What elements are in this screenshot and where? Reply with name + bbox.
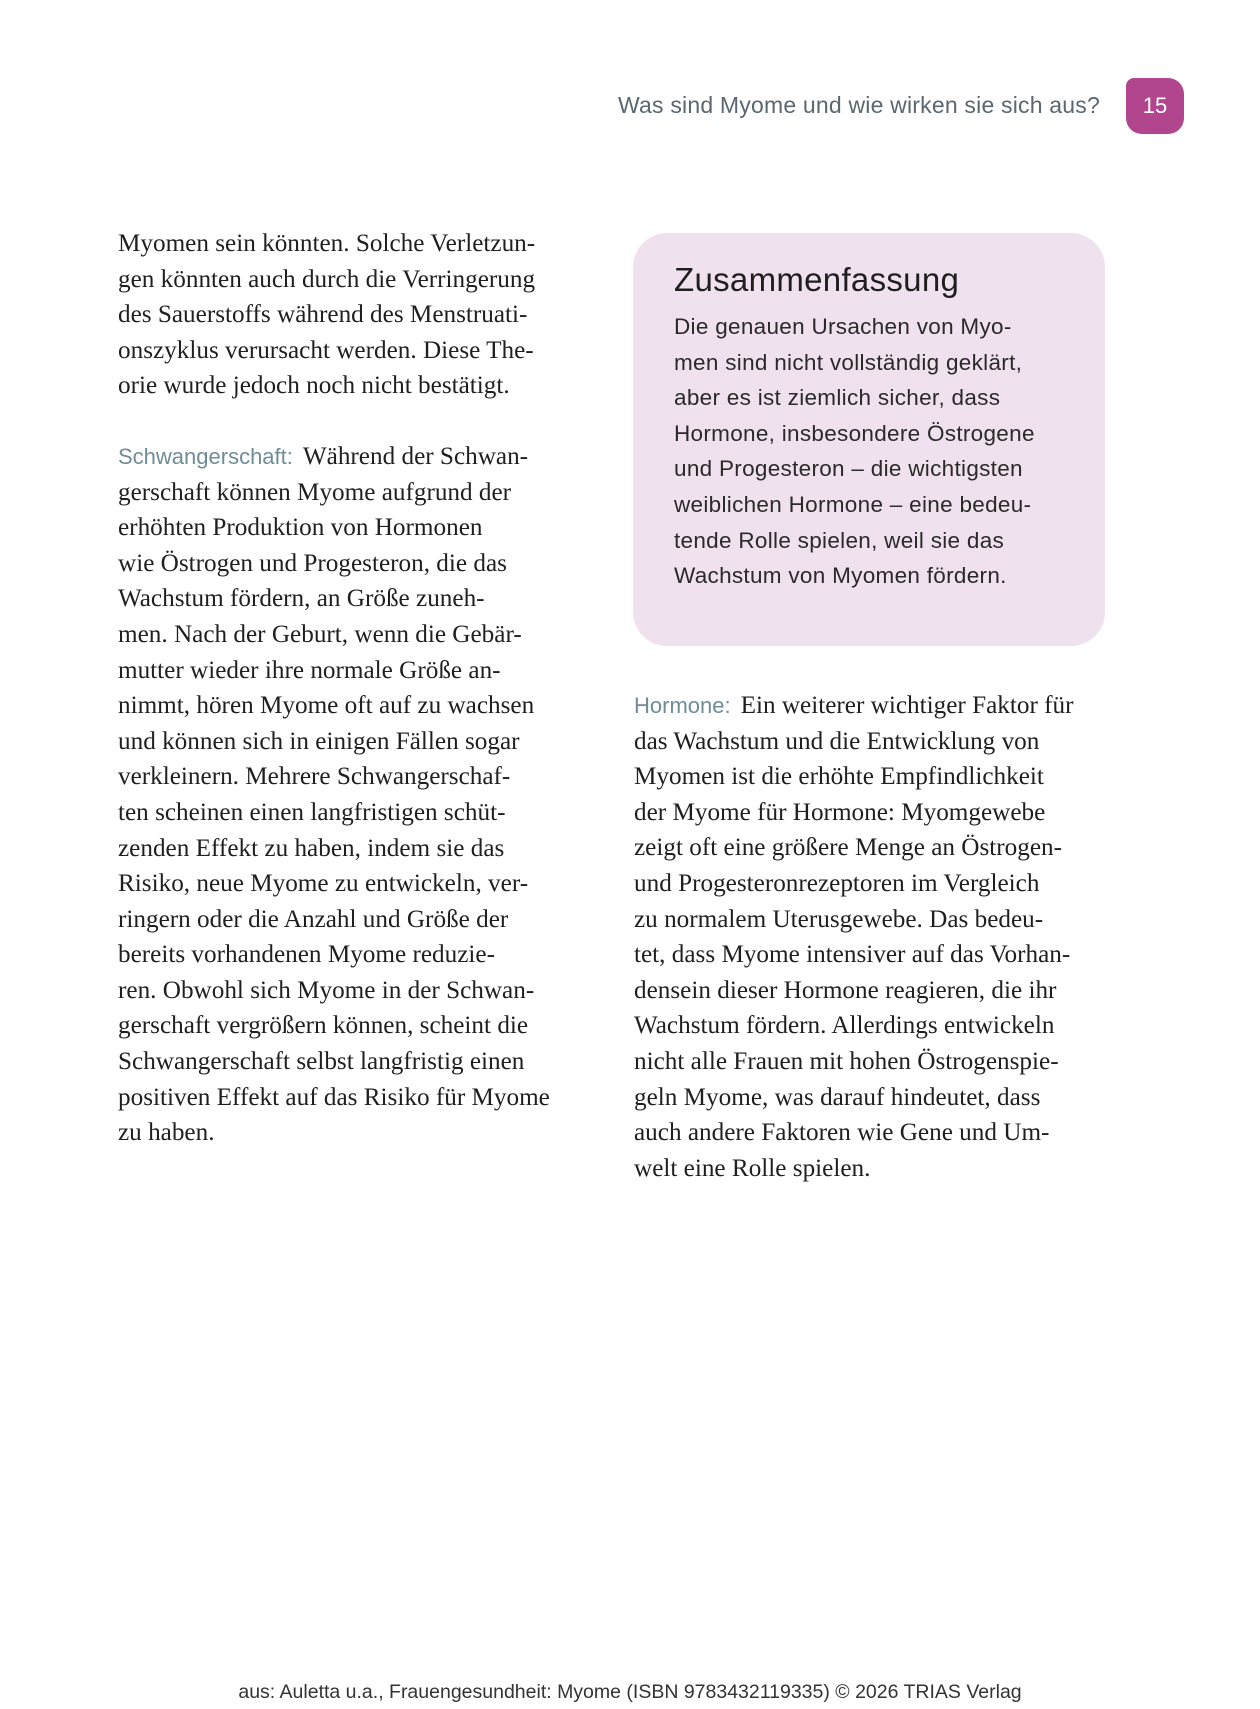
paragraph-spacer xyxy=(118,404,608,439)
text-line: men. Nach der Geburt, wenn die Gebär- xyxy=(118,620,522,648)
text-line: orie wurde jedoch noch nicht bestätigt. xyxy=(118,372,510,400)
summary-line: Hormone, insbesondere Östrogene xyxy=(674,420,1035,446)
text-line: onszyklus verursacht werden. Diese The- xyxy=(118,336,534,364)
text-line: das Wachstum und die Entwicklung von xyxy=(634,727,1040,755)
text-line: tet, dass Myome intensiver auf das Vorhan- xyxy=(634,941,1071,969)
text-span: Ein weiterer wichtiger Faktor für xyxy=(740,692,1074,719)
summary-line: men sind nicht vollständig geklärt, xyxy=(674,349,1023,375)
text-line: des Sauerstoffs während des Menstruati- xyxy=(118,301,528,329)
text-line: nimmt, hören Myome oft auf zu wachsen xyxy=(118,692,535,720)
text-line: ringern oder die Anzahl und Größe der xyxy=(118,905,509,933)
summary-box xyxy=(633,233,1105,646)
text-line: erhöhten Produktion von Hormonen xyxy=(118,514,483,542)
text-line: auch andere Faktoren wie Gene und Um- xyxy=(634,1119,1050,1147)
hormones-term: Hormone: xyxy=(634,693,731,718)
text-line: Wachstum fördern. Allerdings entwickeln xyxy=(634,1012,1055,1040)
summary-line: Wachstum von Myomen fördern. xyxy=(674,563,1007,589)
summary-line: und Progesteron – die wichtigsten xyxy=(674,456,1023,482)
pregnancy-paragraph xyxy=(118,439,608,1151)
text-line: Myomen ist die erhöhte Empfindlichkeit xyxy=(634,763,1044,791)
summary-line: Die genauen Ursachen von Myo- xyxy=(674,314,1012,339)
summary-text xyxy=(674,309,1085,594)
right-column xyxy=(634,688,1124,1186)
text-line: densein dieser Hormone reagieren, die ihr xyxy=(634,976,1057,1004)
text-line: positiven Effekt auf das Risiko für Myome xyxy=(118,1083,550,1111)
text-line: zu normalem Uterusgewebe. Das bedeu- xyxy=(634,905,1044,933)
chapter-title: Was sind Myome und wie wirken sie sich aus? xyxy=(618,92,1100,118)
summary-line: weiblichen Hormone – eine bedeu- xyxy=(674,491,1032,517)
text-line xyxy=(118,439,608,475)
hormones-paragraph xyxy=(634,688,1124,1186)
summary-title: Zusammenfassung xyxy=(674,261,960,298)
text-line: verkleinern. Mehrere Schwangerschaf- xyxy=(118,763,511,791)
text-line: zeigt oft eine größere Menge an Östrogen- xyxy=(634,834,1063,862)
footer-citation: aus: Auletta u.a., Frauengesundheit: Myome (ISBN 9783432119335) © 2026 TRIAS Verlag xyxy=(238,1681,1022,1703)
text-line: zu haben. xyxy=(118,1119,215,1147)
text-line: Wachstum fördern, an Größe zuneh- xyxy=(118,585,485,613)
text-line: gerschaft können Myome aufgrund der xyxy=(118,478,512,506)
text-line: und Progesteronrezeptoren im Vergleich xyxy=(634,869,1040,897)
text-line: Risiko, neue Myome zu entwickeln, ver- xyxy=(118,870,529,898)
text-line: ten scheinen einen langfristigen schüt- xyxy=(118,798,506,826)
text-line: gerschaft vergrößern können, scheint die xyxy=(118,1012,529,1040)
text-line: gen könnten auch durch die Verringerung xyxy=(118,265,536,293)
summary-line: aber es ist ziemlich sicher, dass xyxy=(674,385,1001,411)
page-number-badge: 15 xyxy=(1126,78,1184,134)
text-span: Während der Schwan- xyxy=(302,442,529,470)
text-line: nicht alle Frauen mit hohen Östrogenspie- xyxy=(634,1047,1059,1075)
text-line: welt eine Rolle spielen. xyxy=(634,1154,871,1182)
text-line: Myomen sein könnten. Solche Verletzun- xyxy=(118,230,536,257)
text-line: mutter wieder ihre normale Größe an- xyxy=(118,656,501,684)
left-column xyxy=(118,226,608,1151)
text-line: der Myome für Hormone: Myomgewebe xyxy=(634,798,1046,826)
intro-paragraph xyxy=(118,226,608,404)
pregnancy-term: Schwangerschaft: xyxy=(118,443,293,469)
text-line xyxy=(634,688,1124,724)
text-line: zenden Effekt zu haben, indem sie das xyxy=(118,834,505,862)
text-line: und können sich in einigen Fällen sogar xyxy=(118,727,520,755)
text-line: Schwangerschaft selbst langfristig einen xyxy=(118,1048,525,1076)
text-line: wie Östrogen und Progesteron, die das xyxy=(118,549,507,577)
text-line: geln Myome, was darauf hindeutet, dass xyxy=(634,1083,1041,1111)
text-line: bereits vorhandenen Myome reduzie- xyxy=(118,941,495,969)
summary-line: tende Rolle spielen, weil sie das xyxy=(674,527,1005,553)
text-line: ren. Obwohl sich Myome in der Schwan- xyxy=(118,976,535,1004)
